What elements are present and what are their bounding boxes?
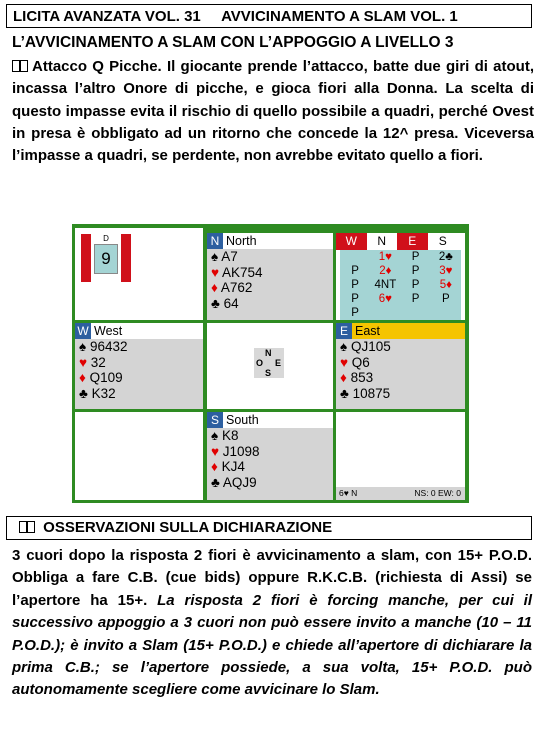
spade-icon: ♠ xyxy=(340,339,348,354)
west-name: West xyxy=(94,324,123,338)
bid-cell: 1♥ xyxy=(378,251,392,263)
header-left: LICITA AVANZATA VOL. 31 xyxy=(13,8,201,25)
result-cell xyxy=(336,412,465,500)
page-header xyxy=(6,4,532,28)
south-diamonds: KJ4 xyxy=(221,459,245,474)
bid-cell: P xyxy=(351,293,359,305)
observations-plain: 3 cuori dopo la risposta 2 fiori è avvicinamento a slam, con 15+ P.O.D. Obbliga a fare C.B. (cue bids) oppure R.K.C.B. (richiesta di Assi) se l’apertore ha 15+. xyxy=(12,547,532,609)
north-seat-tag: N xyxy=(207,233,223,249)
compass-west: O xyxy=(256,358,264,368)
heart-icon: ♥ xyxy=(79,354,88,370)
north-hand xyxy=(207,233,333,320)
section-subtitle: L’AVVICINAMENTO A SLAM CON L’APPOGGIO A LIVELLO 3 xyxy=(12,34,454,51)
south-name: South xyxy=(226,413,259,427)
north-clubs: 64 xyxy=(223,295,239,311)
east-hearts: Q6 xyxy=(351,354,370,370)
east-seat-tag: E xyxy=(336,323,352,339)
club-icon: ♣ xyxy=(340,385,349,401)
bidding-header xyxy=(336,233,465,250)
heart-icon: ♥ xyxy=(211,264,220,280)
club-icon: ♣ xyxy=(211,295,220,311)
bid-cell: 2♣ xyxy=(438,251,453,263)
south-seat-tag: S xyxy=(207,412,223,428)
south-clubs: AQJ9 xyxy=(222,474,257,490)
bid-cell: P xyxy=(351,307,359,319)
north-name: North xyxy=(226,234,257,248)
observations-text xyxy=(12,545,532,702)
west-hand xyxy=(75,323,203,409)
book-icon xyxy=(12,60,28,72)
spade-icon: ♠ xyxy=(211,428,219,443)
east-clubs: 10875 xyxy=(352,385,391,401)
book-icon xyxy=(19,521,35,533)
north-hearts: AK754 xyxy=(222,264,263,280)
south-hearts: J1098 xyxy=(222,443,260,459)
bid-cell: P xyxy=(351,265,359,277)
heart-icon: ♥ xyxy=(340,354,349,370)
result-bar xyxy=(336,487,465,500)
header-right: AVVICINAMENTO A SLAM VOL. 1 xyxy=(221,8,458,25)
bridge-board xyxy=(72,224,469,503)
bid-cell xyxy=(401,306,431,320)
bid-row xyxy=(340,292,461,306)
dealer-label: D xyxy=(103,234,109,243)
spade-icon: ♠ xyxy=(79,339,87,354)
bid-cell: P xyxy=(411,279,420,291)
east-spades: QJ105 xyxy=(350,339,391,354)
diamond-icon: ♦ xyxy=(79,370,86,385)
bid-cell: P xyxy=(442,293,450,305)
compass-north: N xyxy=(265,348,272,358)
board-number: 9 xyxy=(94,244,118,274)
bid-header-s: S xyxy=(428,233,459,250)
bid-cell: 4NT xyxy=(374,279,397,291)
east-name: East xyxy=(355,324,381,338)
intro-paragraph xyxy=(12,56,534,167)
club-icon: ♣ xyxy=(79,385,88,401)
bid-header-w: W xyxy=(336,233,367,250)
west-spades: 96432 xyxy=(89,339,128,354)
dealer-vulnerable-indicator xyxy=(81,234,131,282)
east-hand xyxy=(336,323,465,409)
north-diamonds: A762 xyxy=(220,280,253,295)
empty-cell xyxy=(75,412,203,500)
bid-cell: P xyxy=(351,279,359,291)
bid-cell: P xyxy=(411,251,420,263)
heart-icon: ♥ xyxy=(211,443,220,459)
north-spades: A7 xyxy=(221,249,238,264)
west-seat-tag: W xyxy=(75,323,91,339)
bid-row xyxy=(340,278,461,292)
diamond-icon: ♦ xyxy=(340,370,347,385)
bid-cell xyxy=(370,306,400,320)
bid-cell: 5♦ xyxy=(439,279,452,291)
bidding-grid xyxy=(340,250,461,320)
compass-east: E xyxy=(275,358,282,368)
observations-title: OSSERVAZIONI SULLA DICHIARAZIONE xyxy=(43,519,333,536)
diamond-icon: ♦ xyxy=(211,459,218,474)
west-clubs: K32 xyxy=(91,385,116,401)
compass xyxy=(254,348,284,378)
score-label: NS: 0 EW: 0 xyxy=(414,488,461,498)
west-hearts: 32 xyxy=(90,354,106,370)
bid-cell xyxy=(340,250,370,264)
south-hand xyxy=(207,412,333,500)
bid-row xyxy=(340,264,461,278)
board-number-cell xyxy=(75,228,203,320)
bid-cell xyxy=(431,306,461,320)
south-spades: K8 xyxy=(221,428,239,443)
west-diamonds: Q109 xyxy=(89,370,123,385)
compass-south: S xyxy=(265,368,272,378)
bid-header-e: E xyxy=(397,233,428,250)
contract-label: 6♥ N xyxy=(339,488,358,498)
bid-cell: P xyxy=(411,293,420,305)
observations-header xyxy=(6,516,532,540)
bid-header-n: N xyxy=(367,233,398,250)
spade-icon: ♠ xyxy=(211,249,219,264)
bid-row xyxy=(340,306,461,320)
diamond-icon: ♦ xyxy=(211,280,218,295)
club-icon: ♣ xyxy=(211,474,220,490)
table-center xyxy=(207,323,333,409)
observations-italic: La risposta 2 fiori è forcing manche, per cui il successivo appoggio a 3 cuori non può essere invito a manche (10 – 11 P.O.D.); è invito a Slam (15+ P.O.D.) e chiede all’apertore di dichiarare la prima C.B.; se l’apertore possiede, a sua volta, 15+ P.O.D. può autonomamente scegliere come avvicinare lo Slam. xyxy=(12,591,533,699)
bid-cell: 2♦ xyxy=(379,265,392,277)
bid-row xyxy=(340,250,461,264)
bidding-box xyxy=(336,233,465,320)
bid-cell: 6♥ xyxy=(378,293,392,305)
bid-cell: P xyxy=(411,265,420,277)
bid-cell: 3♥ xyxy=(439,265,453,277)
east-diamonds: 853 xyxy=(350,370,374,385)
intro-text: Attacco Q Picche. Il giocante prende l’attacco, batte due giri di atout, incassa l’altro Onore di picche, e gioca fiori alla Donna. La scelta di questo impasse evita il rischio di quello possibile a quadri, perché Ovest in presa è obbligato ad un ritorno che concede la 12^ presa. Viceversa l’impasse a quadri, se perdente, non avrebbe evitato quello a fiori. xyxy=(12,58,534,165)
